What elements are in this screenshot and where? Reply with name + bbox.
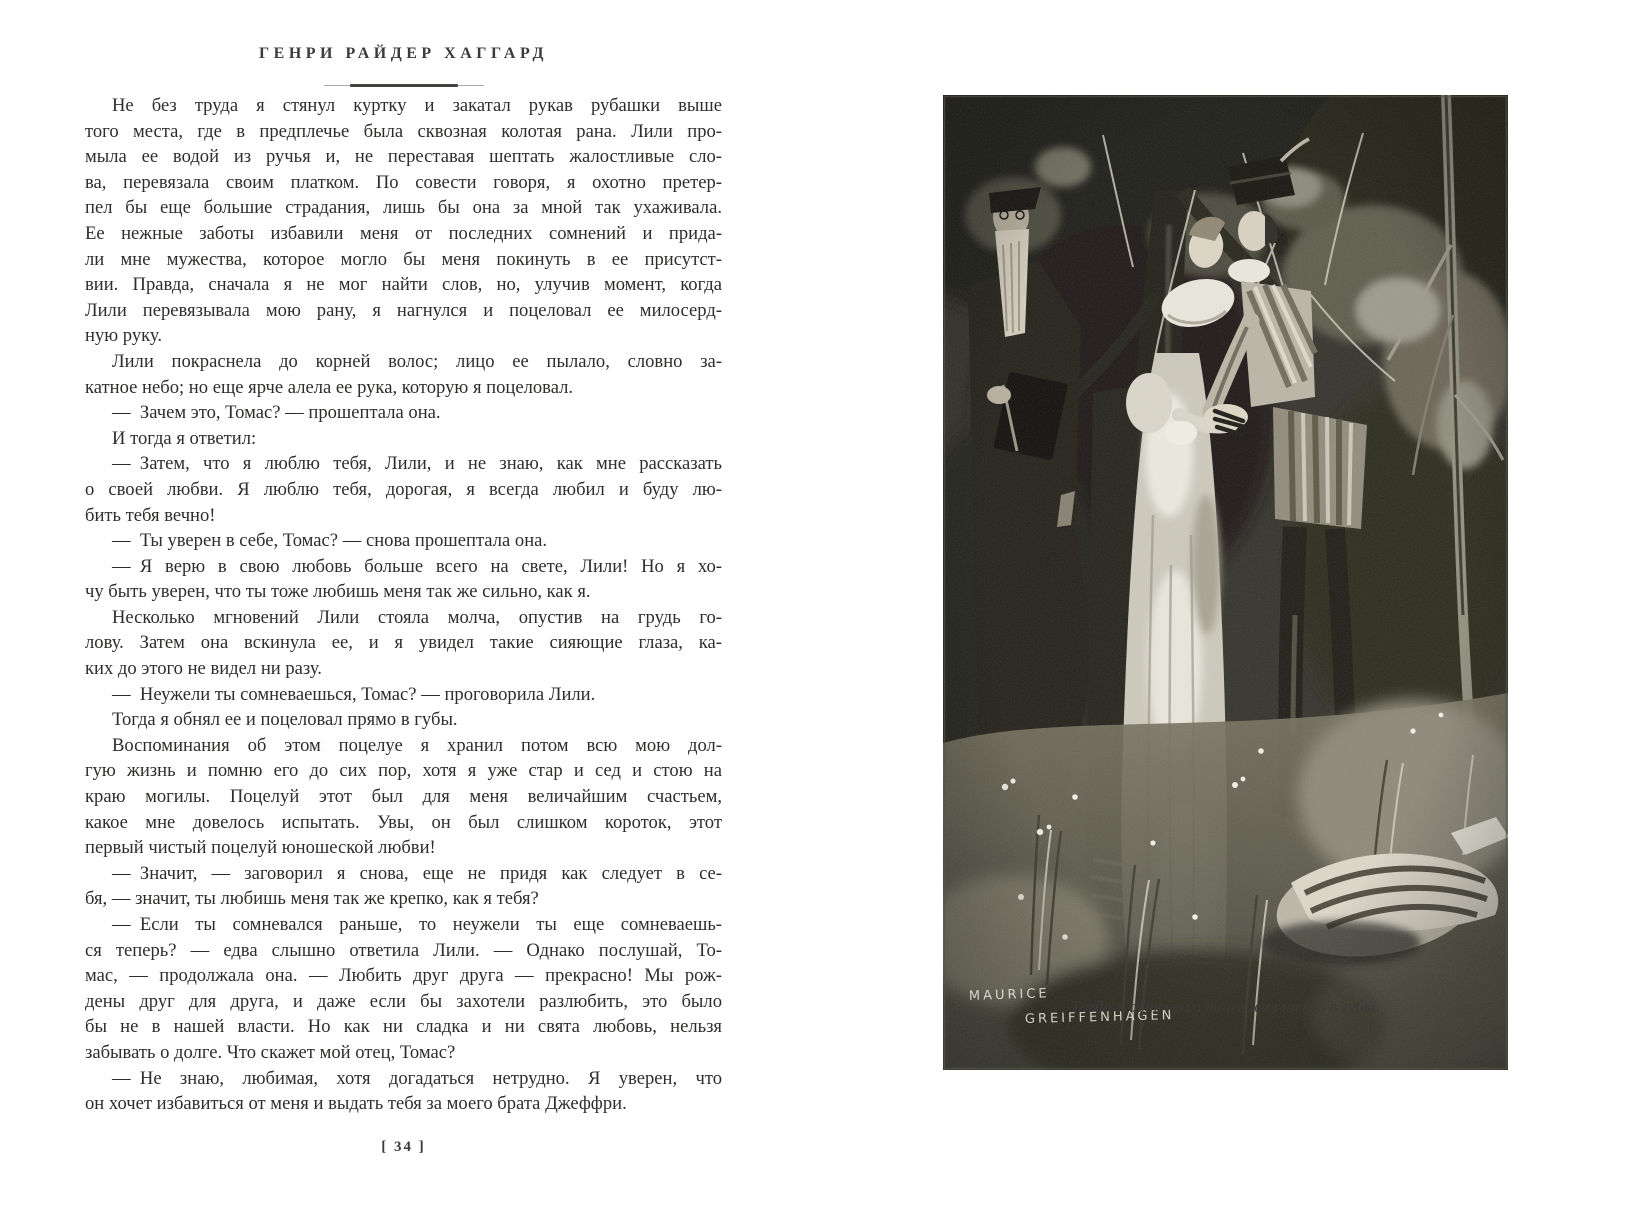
- text-line: бя, — значит, ты любишь меня так же крепко, как я тебя?: [85, 888, 539, 910]
- paragraph: [85, 554, 722, 605]
- illustration-caption: Тогда я обнял ее и поцеловал прямо в губы.: [1071, 997, 1380, 1016]
- text-line: Ее нежные заботы избавили меня от последних сомнений и прида-: [85, 222, 722, 244]
- text-line: — Ты уверен в себе, Томас? — снова прошептала она.: [112, 530, 548, 552]
- text-line: гую жизнь и помню его до сих пор, хотя я уже стар и сед и стою на: [85, 760, 722, 782]
- body-text: [85, 93, 722, 1117]
- paragraph: [85, 426, 722, 452]
- text-line: первый чистый поцелуй юношеской любви!: [85, 837, 436, 859]
- text-line: — Неужели ты сомневаешься, Томас? — проговорила Лили.: [112, 683, 596, 705]
- text-line: какое мне довелось испытать. Увы, он был слишком короток, этот: [85, 811, 722, 833]
- header-rule: [85, 84, 722, 87]
- text-line: ва, перевязала своим платком. По совести говоря, я охотно претер-: [85, 171, 722, 193]
- paragraph: [85, 1066, 722, 1117]
- text-line: Не без труда я стянул куртку и закатал рукав рубашки выше: [112, 95, 722, 116]
- text-line: лову. Затем она вскинула ее, и я увидел такие сияющие глаза, ка-: [85, 632, 722, 654]
- text-line: краю могилы. Поцелуй этот был для меня величайшим счастьем,: [85, 786, 722, 808]
- text-line: И тогда я ответил:: [112, 427, 257, 449]
- text-line: катное небо; но еще ярче алела ее рука, которую я поцеловал.: [85, 376, 574, 398]
- text-line: ли мне мужества, которое могло бы меня покинуть в ее присутст-: [85, 248, 722, 270]
- paragraph: [85, 451, 722, 528]
- paragraph: [85, 682, 722, 708]
- text-line: мас, — продолжала она. — Любить друг друга — прекрасно! Мы рож-: [85, 965, 722, 987]
- text-line: того места, где в предплечье была сквозная колотая рана. Лили про-: [85, 120, 722, 142]
- paragraph: [85, 733, 722, 861]
- book-illustration: [943, 95, 1508, 1070]
- paragraph: [85, 93, 722, 349]
- text-line: ся теперь? — едва слышно ответила Лили. — Однако послушай, То-: [85, 939, 722, 961]
- text-line: о своей любви. Я люблю тебя, дорогая, я всегда любил и буду лю-: [85, 478, 722, 500]
- paragraph: [85, 861, 722, 912]
- text-line: — Если ты сомневался раньше, то неужели ты еще сомневаешь-: [112, 914, 722, 935]
- text-line: — Не знаю, любимая, хотя догадаться нетрудно. Я уверен, что: [112, 1067, 722, 1089]
- text-line: бы не в нашей власти. Но как ни сладка и ни свята любовь, нельзя: [85, 1016, 722, 1038]
- text-line: — Затем, что я люблю тебя, Лили, и не знаю, как мне рассказать: [112, 453, 722, 475]
- text-line: бить тебя вечно!: [85, 504, 216, 526]
- illustration-art: [943, 95, 1508, 1070]
- text-line: дены друг для друга, и даже если бы захотели разлюбить, это было: [85, 990, 722, 1012]
- paragraph: [85, 707, 722, 733]
- text-line: Несколько мгновений Лили стояла молча, опустив на грудь го-: [112, 606, 722, 628]
- text-line: чу быть уверен, что ты тоже любишь меня так же сильно, как я.: [85, 581, 591, 603]
- text-line: — Значит, — заговорил я снова, еще не придя как следует в се-: [112, 862, 722, 884]
- text-line: Воспоминания об этом поцелуе я хранил потом всю мою дол-: [112, 734, 722, 756]
- page-number: [ 34 ]: [381, 1139, 426, 1155]
- artist-signature-line1: MAURICE: [968, 986, 1050, 1004]
- text-line: — Я верю в свою любовь больше всего на свете, Лили! Но я хо-: [112, 555, 722, 577]
- text-line: мыла ее водой из ручья и, не переставая шептать жалостливые сло-: [85, 146, 722, 168]
- text-line: Тогда я обнял ее и поцеловал прямо в губы.: [112, 709, 458, 731]
- paragraph: [85, 400, 722, 426]
- header-rule-thick: [350, 84, 458, 87]
- text-line: вии. Правда, сначала я не мог найти слов, но, улучив момент, когда: [85, 274, 722, 296]
- text-line: он хочет избавиться от меня и выдать тебя за моего брата Джеффри.: [85, 1093, 627, 1115]
- text-line: ную руку.: [85, 325, 162, 347]
- running-header: ГЕНРИ РАЙДЕР ХАГГАРД: [258, 45, 549, 62]
- paragraph: [85, 349, 722, 400]
- paragraph: [85, 528, 722, 554]
- artist-signature-line2: GREIFFENHAGEN: [1024, 1008, 1175, 1027]
- text-line: пел бы еще большие страдания, лишь бы она за мной так ухаживала.: [85, 197, 722, 219]
- text-line: — Зачем это, Томас? — прошептала она.: [112, 402, 441, 424]
- right-page: [822, 0, 1643, 1227]
- paragraph: [85, 605, 722, 682]
- paragraph: [85, 912, 722, 1066]
- text-line: ких до этого не видел ни разу.: [85, 658, 322, 680]
- text-line: забывать о долге. Что скажет мой отец, Томас?: [85, 1041, 456, 1063]
- text-line: Лили перевязывала мою рану, я нагнулся и поцеловал ее милосерд-: [85, 299, 722, 321]
- text-line: Лили покраснела до корней волос; лицо ее пылало, словно за-: [112, 350, 722, 372]
